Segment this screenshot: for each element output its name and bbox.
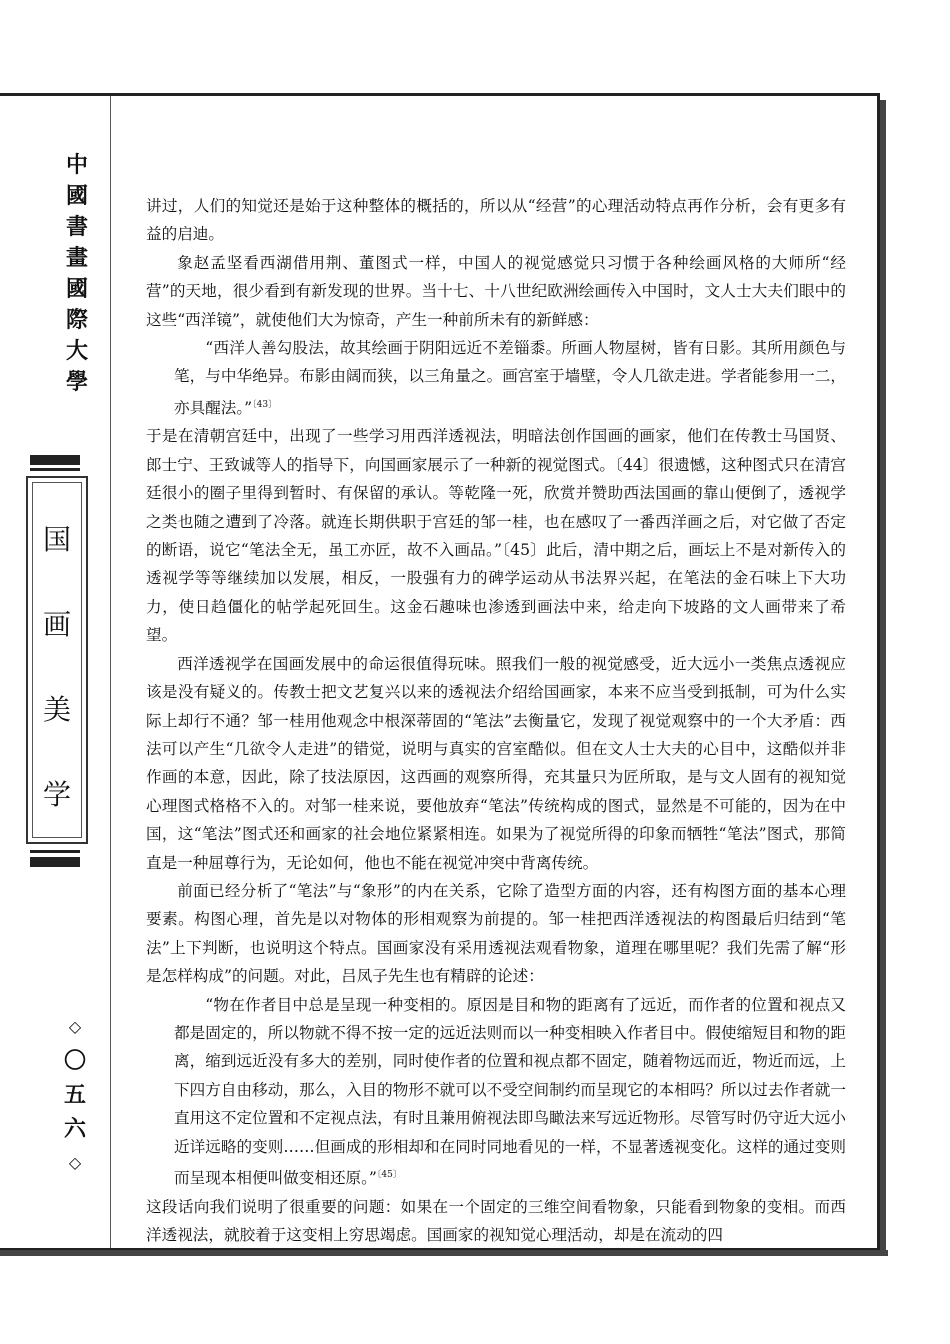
paragraph: 前面已经分析了“笔法”与“象形”的内在关系，它除了造型方面的内容，还有构图方面的基本心理要素。构图心理，首先是以对物体的形相观察为前提的。邹一桂把西洋透视法的构图最后归结到“笔法”上下判断，也说明这个特点。国画家没有采用透视法观看物象，道理在哪里呢？我们先需了解“形是怎样构成”的问题。对此，吕凤子先生也有精辟的论述： xyxy=(146,881,846,986)
badge-cap-bottom-line xyxy=(30,850,80,853)
side-title-char: 書 xyxy=(65,214,88,240)
badge-char: 国 xyxy=(42,523,71,556)
page-number-char: 五 xyxy=(63,1082,86,1108)
side-title-char: 國 xyxy=(65,183,88,209)
quote-text: “物在作者目中总是呈现一种变相的。原因是目和物的距离有了远近，而作者的位置和视点又都是固定的，所以物就不得不按一定的远近法则而以一种变相映入作者目中。假使缩短目和物的距离，缩到远近没有多大的差别，同时使作者的位置和视点都不固定，随着物远而近，物近而远，上下四方自由移动，那么，入目的物形不就可以不受空间制约而呈现它的本相吗？所以过去作者就一直用这不定位置和不定视点法，有时且兼用俯视法即鸟瞰法来写远近物形。尽管写时仍守近大远小近详远略的变则……但画成的形相却和在同时同地看见的一样，不显著透视变化。这样的通过变则而呈现本相便叫做变相还原。” xyxy=(174,995,846,1188)
diamond-ornament: ◇ xyxy=(68,1017,82,1036)
side-title-char: 畫 xyxy=(65,245,88,271)
frame-shadow-bottom xyxy=(0,1250,888,1256)
paragraph: 讲过，人们的知觉还是始于这种整体的概括的，所以从“经营”的心理活动特点再作分析，会有更多有益的启迪。 xyxy=(146,197,846,244)
page-number-char: 六 xyxy=(63,1116,86,1142)
paragraph: 西洋透视学在国画发展中的命运很值得玩味。照我们一般的视觉感受，近大远小一类焦点透视应该是没有疑义的。传教士把文艺复兴以来的透视法介绍给国画家，本来不应当受到抵制，可为什么实际上却行不通？邹一桂用他观念中根深蒂固的“笔法”去衡量它，发现了视觉观察中的一个大矛盾：西法可以产生“几欲令人走进”的错觉，说明与真实的宫室酷似。但在文人士大夫的心目中，这酷似并非作画的本意，因此，除了技法原因，这西画的观察所得，充其量只为匠所取，是与文人固有的视知觉心理图式格格不入的。对邹一桂来说，要他放弃“笔法”传统构成的图式，显然是不可能的，因为在中国，这“笔法”图式还和画家的社会地位紧紧相连。如果为了视觉所得的印象而牺牲“笔法”图式，那简直是一种屈尊行为，无论如何，他也不能在视觉冲突中背离传统。 xyxy=(146,654,846,872)
margin-divider xyxy=(110,96,111,1248)
side-title-char: 國 xyxy=(65,276,88,302)
side-title-char: 學 xyxy=(65,369,88,395)
side-title-char: 中 xyxy=(65,152,88,178)
page-number xyxy=(60,1010,90,1180)
badge-cap-top xyxy=(30,455,80,465)
badge-cap-top-line xyxy=(30,468,80,471)
paragraph: 象赵孟坚看西湖借用荆、董图式一样，中国人的视觉感觉只习惯于各种绘画风格的大师所“经营”的天地，很少看到有新发现的世界。当十七、十八世纪欧洲绘画传入中国时，文人士大夫们眼中的这些“西洋镜”，就使他们大为惊奇，产生一种前所未有的新鲜感： xyxy=(146,253,846,329)
paragraph: 于是在清朝宫廷中，出现了一些学习用西洋透视法，明暗法创作国画的画家，他们在传教士马国贤、郎士宁、王致诚等人的指导下，向国画家展示了一种新的视觉图式。〔44〕很遗憾，这种图式只在清宫廷很小的圈子里得到暂时、有保留的承认。等乾隆一死，欣赏并赞助西法国画的靠山便倒了，透视学之类也随之遭到了冷落。就连长期供职于宫廷的邹一桂，也在感叹了一番西洋画之后，对它做了否定的断语，说它“笔法全无，虽工亦匠，故不入画品。”〔45〕此后，清中期之后，画坛上不是对新传入的透视学等等继续加以发展，相反，一股强有力的碑学运动从书法界兴起，在笔法的金石味上下大功力，使日趋僵化的帖学起死回生。这金石趣味也渗透到画法中来，给走向下坡路的文人画带来了希望。 xyxy=(146,427,846,645)
side-title xyxy=(62,150,92,398)
paragraph: 这段话向我们说明了很重要的问题：如果在一个固定的三维空间看物象，只能看到物象的变相。而西洋透视法，就胶着于这变相上穷思竭虑。国画家的视知觉心理活动，却是在流动的四 xyxy=(146,1197,846,1244)
frame-shadow-right xyxy=(880,100,886,1256)
page-number-char: 〇 xyxy=(63,1048,86,1074)
badge-char: 美 xyxy=(42,693,71,726)
footnote-ref: 〔43〕 xyxy=(252,399,278,410)
side-title-char: 大 xyxy=(65,338,88,364)
body-text xyxy=(146,192,846,1249)
badge-cap-bottom xyxy=(30,857,80,867)
quote-text: “西洋人善勾股法，故其绘画于阴阳远近不差锱黍。所画人物屋树，皆有日影。其所用颜色与笔，与中华绝异。布影由阔而狭，以三角量之。画宫室于墙壁，令人几欲走进。学者能参用一二，亦具醒法。” xyxy=(174,339,846,418)
diamond-ornament: ◇ xyxy=(68,1153,82,1172)
section-badge xyxy=(26,476,88,844)
footnote-ref: 〔45〕 xyxy=(376,1170,402,1180)
side-title-char: 際 xyxy=(65,307,88,333)
badge-char: 画 xyxy=(42,608,71,641)
block-quote xyxy=(146,991,846,1193)
block-quote xyxy=(146,334,846,422)
badge-char: 学 xyxy=(42,778,71,811)
